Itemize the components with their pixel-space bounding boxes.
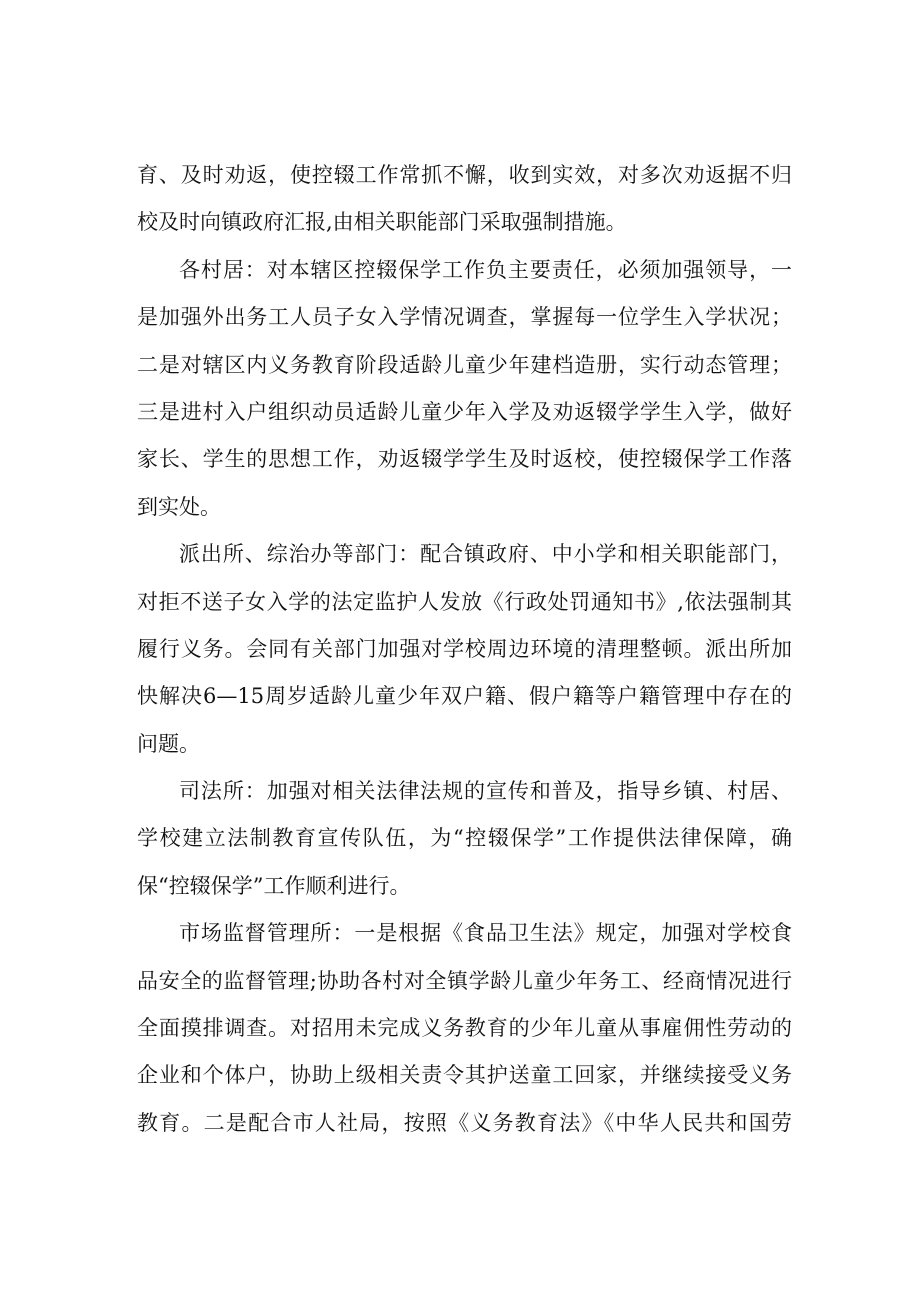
text-line: 对拒不送子女入学的法定监护人发放《行政处罚通知书》,依法强制其 bbox=[137, 589, 792, 614]
text-line: 是加强外出务工人员子女入学情况调查，掌握每一位学生入学状况； bbox=[137, 305, 792, 330]
text-line: 派出所、综治办等部门：配合镇政府、中小学和相关职能部门， bbox=[179, 542, 792, 567]
text-line: 司法所：加强对相关法律法规的宣传和普及，指导乡镇、村居、 bbox=[179, 779, 792, 804]
text-line: 校及时向镇政府汇报,由相关职能部门采取强制措施。 bbox=[137, 210, 627, 235]
text-line: 各村居：对本辖区控辍保学工作负主要责任，必须加强领导，一 bbox=[179, 257, 792, 282]
text-line: 履行义务。会同有关部门加强对学校周边环境的清理整顿。派出所加 bbox=[137, 636, 792, 661]
text-line: 二是对辖区内义务教育阶段适龄儿童少年建档造册，实行动态管理； bbox=[137, 352, 792, 377]
text-line: 教育。二是配合市人社局，按照《义务教育法》《中华人民共和国劳 bbox=[137, 1110, 792, 1135]
document-body bbox=[137, 152, 792, 1147]
text-line: 学校建立法制教育宣传队伍，为“控辍保学”工作提供法律保障，确 bbox=[137, 826, 792, 851]
text-line: 快解决6—15周岁适龄儿童少年双户籍、假户籍等户籍管理中存在的 bbox=[137, 684, 792, 709]
text-line: 到实处。 bbox=[137, 494, 221, 519]
text-line: 市场监督管理所：一是根据《食品卫生法》规定，加强对学校食 bbox=[179, 921, 792, 946]
text-line: 三是进村入户组织动员适龄儿童少年入学及劝返辍学学生入学，做好 bbox=[137, 399, 792, 424]
text-line: 家长、学生的思想工作，劝返辍学学生及时返校，使控辍保学工作落 bbox=[137, 447, 792, 472]
text-line: 育、及时劝返，使控辍工作常抓不懈，收到实效，对多次劝返据不归 bbox=[137, 163, 792, 187]
text-line: 企业和个体户，协助上级相关责令其护送童工回家，并继续接受义务 bbox=[137, 1063, 792, 1088]
text-line: 问题。 bbox=[137, 731, 200, 756]
text-line: 保“控辍保学”工作顺利进行。 bbox=[137, 873, 411, 898]
text-line: 全面摸排调查。对招用未完成义务教育的少年儿童从事雇佣性劳动的 bbox=[137, 1016, 792, 1041]
text-line: 品安全的监督管理;协助各村对全镇学龄儿童少年务工、经商情况进行 bbox=[137, 968, 792, 993]
